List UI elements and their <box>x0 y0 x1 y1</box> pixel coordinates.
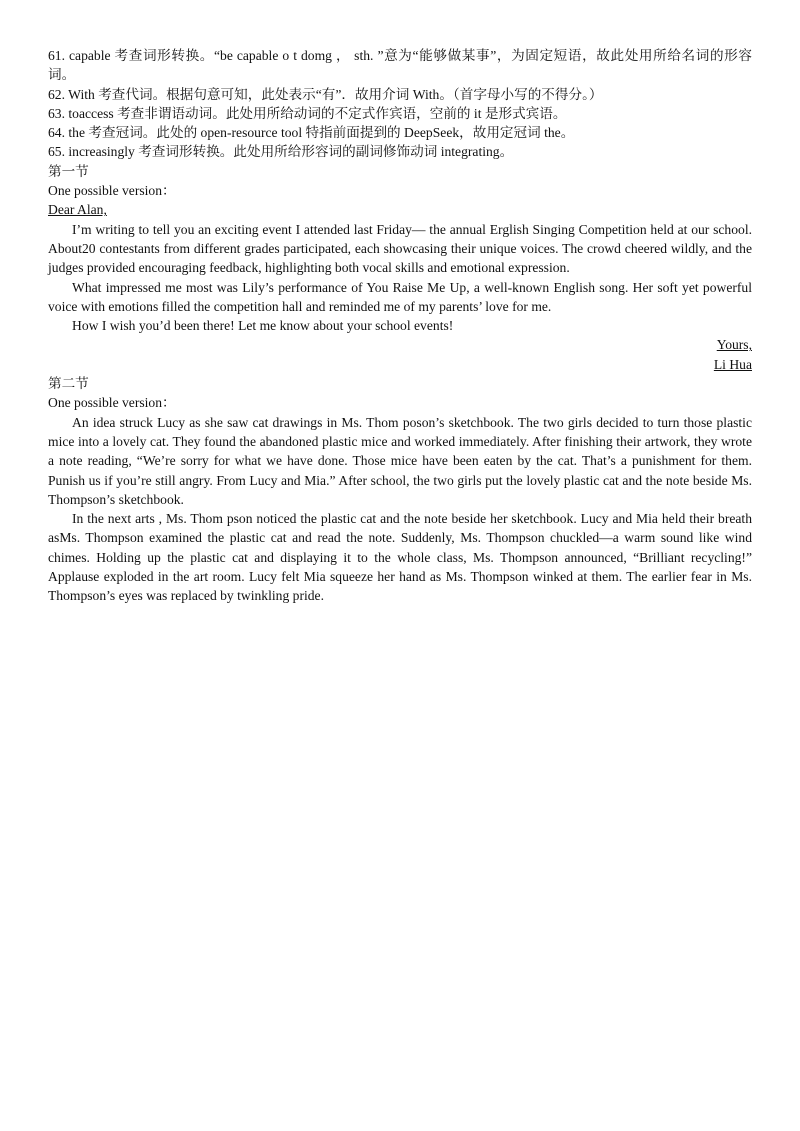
letter-paragraph: How I wish you’d been there! Let me know about your school events! <box>72 318 454 334</box>
story-paragraph: An idea struck Lucy as she saw cat drawings in Ms. Thom poson’s sketchbook. The two girls decided to turn those plastic mice into a lovely cat. They found the abandoned plastic mice and worked immediately. After finishing their artwork, they wrote a note reading, “We’re sorry for what we have done. Those mice have been eaten by the cat. That’s a punishment for them. Punish us if you’re still angry. From Lucy and Mia.” After school, the two girls put the lovely plastic cat and the note beside Ms. Thompson’s sketchbook. <box>48 414 752 507</box>
letter-closing <box>48 335 752 354</box>
version-label: One possible version： <box>48 395 176 411</box>
answer-item-63 <box>48 104 752 123</box>
answer-item-62 <box>48 85 752 104</box>
answer-number: 64. <box>48 125 65 141</box>
document-page <box>48 46 752 606</box>
answer-text: increasingly 考查词形转换。此处用所给形容词的副词修饰动词 integrating。 <box>68 144 514 160</box>
answer-number: 63. <box>48 105 65 121</box>
answer-item-65 <box>48 142 752 161</box>
signature-text: Li Hua <box>713 356 752 372</box>
closing-text: Yours, <box>716 337 752 353</box>
section-heading: 第一节 <box>48 163 89 179</box>
letter-greeting <box>48 200 752 219</box>
answer-number: 62. <box>48 86 65 102</box>
answer-text: With 考查代词。根据句意可知，此处表示“有”．故用介词 With。（首字母小写的不得分。） <box>68 86 603 102</box>
section-two <box>48 374 752 606</box>
story-paragraph: In the next arts , Ms. Thom pson noticed the plastic cat and the note beside her sketchbook. Lucy and Mia held their breath asMs. Thompson examined the plastic cat and read the note. Suddenly, Ms. Thompson chuckled—a warm sound like wind chimes. Holding up the plastic cat and displaying it to the whole class, Ms. Thompson announced, “Brilliant recycling!” Applause exploded in the art room. Lucy felt Mia squeeze her hand as Ms. Thompson winked at them. The earlier fear in Ms. Thompson’s eyes was replaced by twinkling pride. <box>48 511 752 604</box>
version-label: One possible version： <box>48 183 176 199</box>
greeting-text: Dear Alan, <box>48 202 107 218</box>
answer-item-64 <box>48 123 752 142</box>
answer-text: the 考查冠词。此处的 open-resource tool 特指前面提到的 DeepSeek，故用定冠词 the。 <box>68 125 575 141</box>
answer-text: capable 考查词形转换。“be capable o t domg ， sth. ”意为“能够做某事”，为固定短语，故此处用所给名词的形容词。 <box>48 48 752 83</box>
answer-number: 65. <box>48 144 65 160</box>
letter-paragraph: I’m writing to tell you an exciting event I attended last Friday— the annual Erglish Singing Competition held at our school. About20 contestants from different grades participated, each showcasing their unique voices. The crowd cheered wildly, and the judges provided encouraging feedback, highlighting both vocal skills and emotional expression. <box>48 221 752 276</box>
answer-number: 61. <box>48 48 65 63</box>
section-one <box>48 162 752 374</box>
answer-list <box>48 46 752 162</box>
section-heading: 第二节 <box>48 376 89 392</box>
letter-paragraph: What impressed me most was Lily’s performance of You Raise Me Up, a well-known English song. Her soft yet powerful voice with emotions filled the competition hall and reminded me of my parents’ love for me. <box>48 279 752 314</box>
letter-signature <box>48 355 752 374</box>
answer-text: toaccess 考查非谓语动词。此处用所给动词的不定式作宾语，空前的 it 是形式宾语。 <box>68 105 567 121</box>
answer-item-61 <box>48 46 752 85</box>
